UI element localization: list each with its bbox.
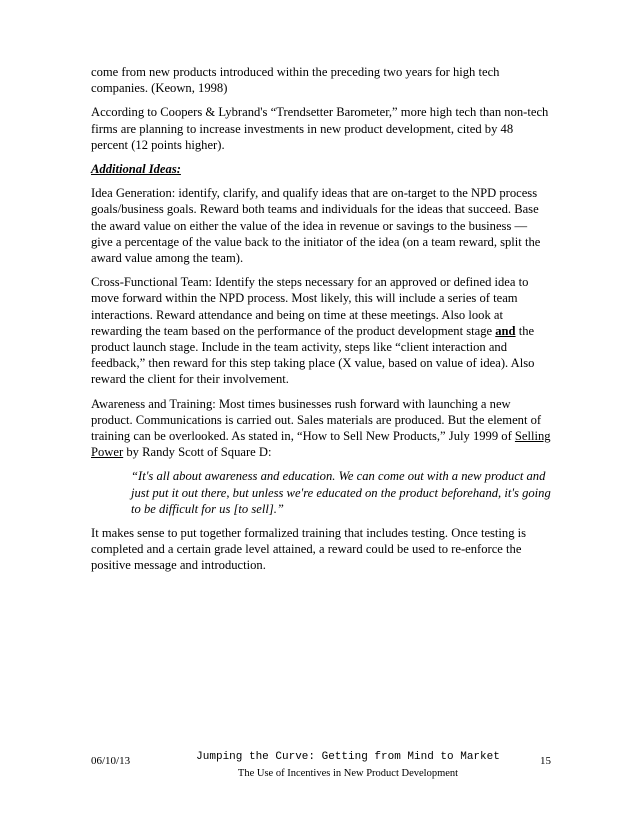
paragraph: come from new products introduced within the preceding two years for high tech companies. (Keown, 1998) xyxy=(91,65,500,96)
footer-title: Jumping the Curve: Getting from Mind to Market xyxy=(196,751,500,763)
page-footer xyxy=(91,751,551,791)
block-quote: “It's all about awareness and education. We can come out with a new product and just put it out there, but unless we're educated on the product beforehand, it's going to be difficult for us [to sell].” xyxy=(131,469,551,516)
document-body xyxy=(91,64,551,582)
text-span: the product launch stage. Include in the team activity, steps like “client interaction and feedback,” then reward for this step taking place (X value, based on value of idea). Also reward the client for their involvement. xyxy=(91,323,535,387)
paragraph xyxy=(91,274,551,387)
text-span: by Randy Scott of Square D: xyxy=(123,445,272,460)
paragraph: According to Coopers & Lybrand's “Trendsetter Barometer,” more high tech than non-tech firms are planning to increase investments in new product development, cited by 48 percent (12 points higher). xyxy=(91,105,549,152)
paragraph: It makes sense to put together formalized training that includes testing. Once testing is completed and a certain grade level attained, a reward could be used to re-enforce the positive message and introduction. xyxy=(91,526,527,573)
paragraph: Idea Generation: identify, clarify, and qualify ideas that are on-target to the NPD process goals/business goals. Reward both teams and individuals for the ideas that succeed. Base the award value on either the value of the idea in revenue or savings to the business — give a percentage of the value back to the initiator of the idea (on a team reward, split the award value among the team). xyxy=(91,186,541,266)
publication-title: Selling Power xyxy=(91,429,551,460)
section-heading: Additional Ideas: xyxy=(91,162,181,177)
emphasis-and: and xyxy=(495,323,516,338)
footer-subtitle: The Use of Incentives in New Product Development xyxy=(237,768,459,779)
paragraph xyxy=(91,396,551,461)
page-number: 15 xyxy=(540,755,551,767)
text-span: Awareness and Training: Most times businesses rush forward with launching a new product. Communications is carried out. Sales materials are produced. But the element of training can be overlooked. As stated in, “How to Sell New Products,” July 1999 of xyxy=(91,396,542,444)
footer-date: 06/10/13 xyxy=(91,755,131,767)
text-span: Cross-Functional Team: Identify the steps necessary for an approved or defined idea to move forward within the NPD process. Most likely, this will include a series of team interactions. Reward attendance and being on time at these meetings. Also look at rewarding the team based on the performance of the product development stage xyxy=(91,275,529,338)
